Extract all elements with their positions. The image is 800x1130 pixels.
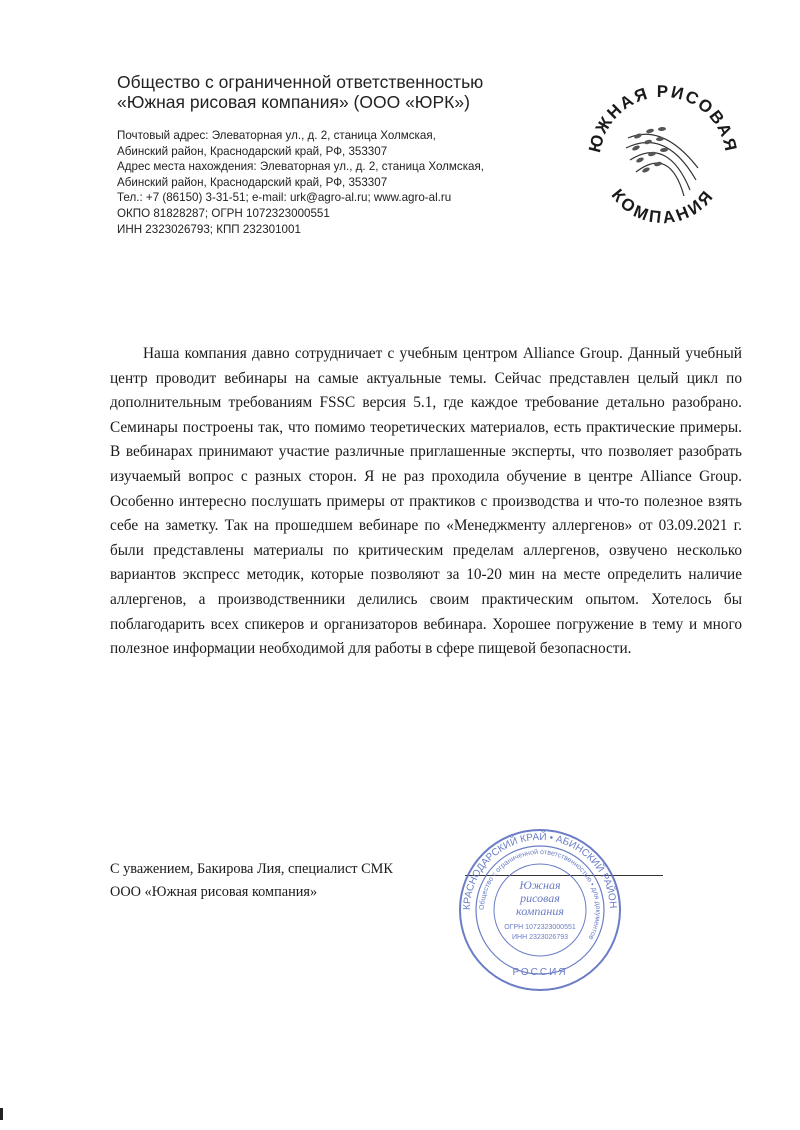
location-address-line: Адрес места нахождения: Элеваторная ул., д. 2, станица Холмская, [117,160,484,174]
signature-line2: ООО «Южная рисовая компания» [110,884,318,900]
letter-body: Наша компания давно сотрудничает с учебным центром Alliance Group. Данный учебный центр проводит вебинары на самые актуальные темы. Сейчас представлен целый цикл по дополнительным требованиям FSSC версия 5.1, где каждое требование детально разобрано. Семинары построены так, что помимо теоретических материалов, есть практические примеры. В вебинарах принимают участие различные приглашенные эксперты, что позволяет разобрать изучаемый вопрос с разных сторон. Я не раз проходила обучение в центре Alliance Group. Особенно интересно послушать примеры от практиков с производства и что-то полезное взять себе на заметку. Так на прошедшем вебинаре по «Менеджменту аллергенов» от 03.09.2021 г. были представлены материалы по критическим пределам аллергенов, озвучено несколько вариантов экспресс методик, которые позволяют за 10-20 мин на месте определить наличие аллергенов, а производственники делились своим практическим опытом. Хотелось бы поблагодарить всех спикеров и организаторов вебинара. Хорошее погружение в тему и много полезное информации необходимой для работы в сфере пищевой безопасности. [110,345,742,658]
stamp-center-line3: компания [516,904,564,918]
rice-grains-icon [632,127,669,174]
letterhead [117,72,557,237]
stamp-ogrn: ОГРН 1072323000551 [504,924,576,931]
logo-text-bottom: КОМПАНИЯ [607,185,719,228]
company-name-line2: «Южная рисовая компания» (ООО «ЮРК») [117,92,470,112]
signature-block [110,858,393,904]
stamp-country: РОССИЯ [512,967,568,978]
postal-address-region-line: Абинский район, Краснодарский край, РФ, 353307 [117,144,388,158]
logo-text-top: ЮЖНАЯ РИСОВАЯ [585,81,741,155]
signature-line1: С уважением, Бакирова Лия, специалист СМК [110,861,393,877]
stamp-inn: ИНН 2323026793 [511,934,569,941]
company-name-line1: Общество с ограниченной ответственностью [117,72,484,92]
postal-address-line: Почтовый адрес: Элеваторная ул., д. 2, станица Холмская, [117,129,436,142]
inn-kpp-line: ИНН 2323026793; КПП 232301001 [117,222,301,236]
stamp-center-line2: рисовая [520,891,560,905]
location-address-region-line: Абинский район, Краснодарский край, РФ, 353307 [117,175,388,189]
company-details [117,128,557,237]
stamp-inner-text: Общество с ограниченной ответственностью • для документов [478,848,602,941]
company-logo [578,68,748,238]
company-stamp [455,825,625,995]
scan-edge-mark [0,1108,3,1120]
stamp-center-line1: Южная [519,878,561,892]
rice-stalks-icon [626,134,698,196]
contacts-line: Тел.: +7 (86150) 3-31-51; e-mail: urk@agro-al.ru; www.agro-al.ru [117,191,452,205]
company-name [117,72,557,112]
okpo-ogrn-line: ОКПО 81828287; ОГРН 1072323000551 [117,206,330,220]
stamp-outer-text: КРАСНОДАРСКИЙ КРАЙ • АБИНСКИЙ РАЙОН [461,831,619,911]
